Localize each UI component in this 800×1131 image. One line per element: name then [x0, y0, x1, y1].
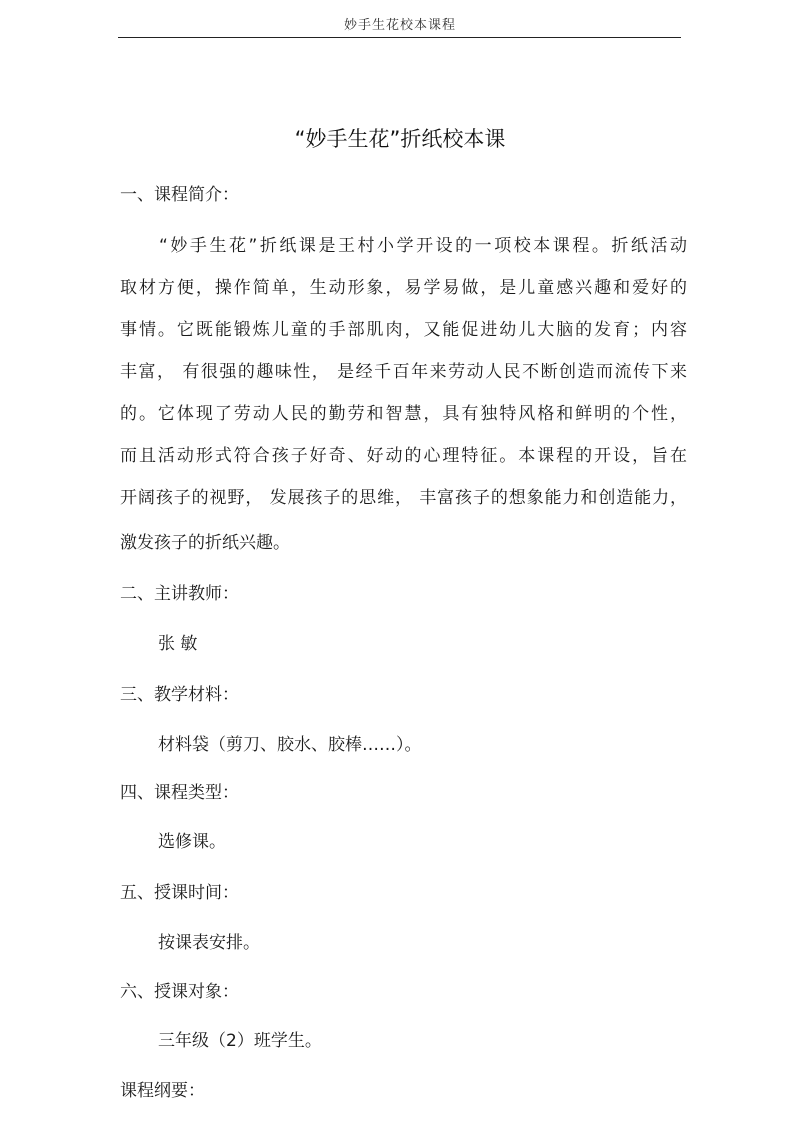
course-type-text: 选修课。	[158, 832, 226, 852]
section-heading-materials: 三、教学材料：	[120, 685, 239, 705]
running-header: 妙手生花校本课程	[343, 18, 456, 33]
intro-line: 开阔孩子的视野， 发展孩子的思维， 丰富孩子的想象能力和创造能力，	[120, 488, 687, 508]
intro-line: 取材方便，操作简单，生动形象，易学易做，是儿童感兴趣和爱好的	[120, 278, 687, 298]
section-heading-audience: 六、授课对象：	[120, 982, 239, 1002]
teacher-name: 张 敏	[158, 634, 198, 654]
intro-line: 事情。它既能锻炼儿童的手部肌肉，又能促进幼儿大脑的发育；内容	[120, 320, 687, 340]
header-rule	[118, 37, 681, 38]
intro-line: 而且活动形式符合孩子好奇、好动的心理特征。本课程的开设，旨在	[120, 446, 687, 466]
audience-text: 三年级（2）班学生。	[158, 1031, 322, 1051]
intro-line: 的。它体现了劳动人民的勤劳和智慧，具有独特风格和鲜明的个性，	[120, 404, 687, 424]
section-heading-schedule: 五、授课时间：	[120, 883, 239, 903]
schedule-text: 按课表安排。	[158, 933, 260, 953]
document-title: “妙手生花”折纸校本课	[294, 127, 506, 151]
section-heading-course-type: 四、课程类型：	[120, 783, 239, 803]
section-heading-intro: 一、课程简介：	[120, 185, 239, 205]
intro-line: “妙手生花”折纸课是王村小学开设的一项校本课程。折纸活动	[120, 236, 687, 256]
intro-line: 丰富， 有很强的趣味性， 是经千百年来劳动人民不断创造而流传下来	[120, 362, 687, 382]
materials-text: 材料袋（剪刀、胶水、胶棒……）。	[158, 735, 422, 755]
section-heading-teacher: 二、主讲教师：	[120, 584, 239, 604]
outline-heading: 课程纲要：	[120, 1081, 205, 1101]
intro-line: 激发孩子的折纸兴趣。	[120, 533, 290, 553]
